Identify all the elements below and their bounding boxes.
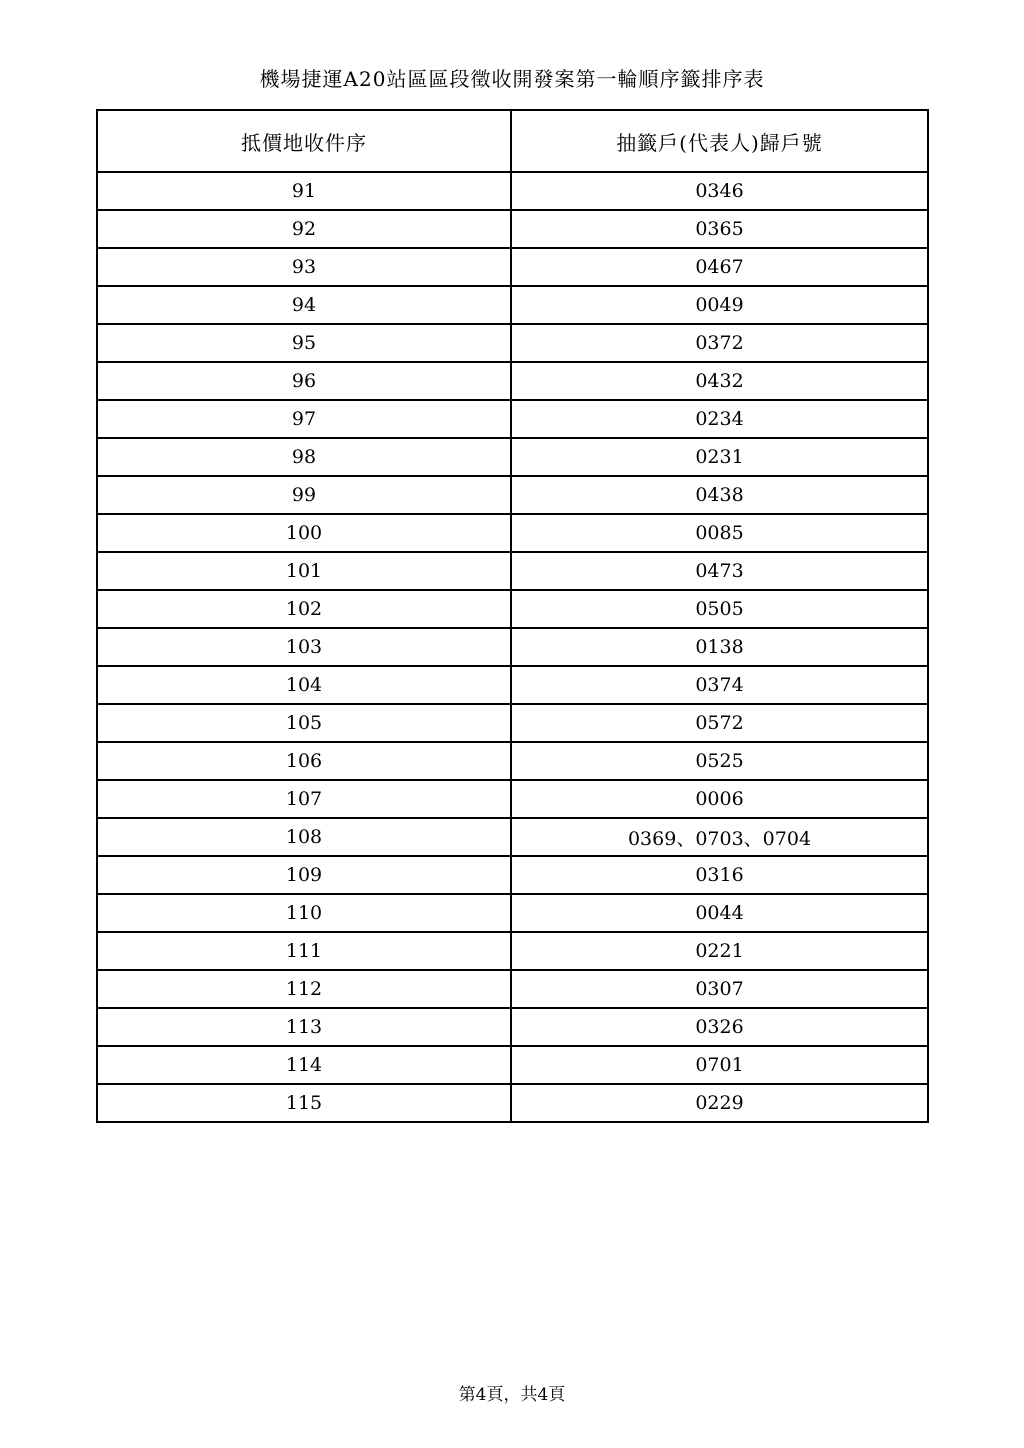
cell-seq: 98 — [97, 438, 511, 476]
cell-household: 0316 — [511, 856, 928, 894]
cell-seq: 103 — [97, 628, 511, 666]
table-row — [97, 514, 928, 552]
cell-seq: 102 — [97, 590, 511, 628]
cell-household: 0044 — [511, 894, 928, 932]
table-row — [97, 362, 928, 400]
table-row — [97, 780, 928, 818]
table-row — [97, 172, 928, 210]
cell-household: 0138 — [511, 628, 928, 666]
cell-household: 0467 — [511, 248, 928, 286]
table-row — [97, 1008, 928, 1046]
cell-seq: 94 — [97, 286, 511, 324]
cell-household: 0365 — [511, 210, 928, 248]
cell-seq: 107 — [97, 780, 511, 818]
document-title: 機場捷運A20站區區段徵收開發案第一輪順序籤排序表 — [259, 67, 765, 91]
table-row — [97, 286, 928, 324]
cell-household: 0505 — [511, 590, 928, 628]
cell-seq: 100 — [97, 514, 511, 552]
cell-seq: 96 — [97, 362, 511, 400]
cell-seq: 91 — [97, 172, 511, 210]
cell-household: 0234 — [511, 400, 928, 438]
table-header — [97, 110, 928, 172]
cell-household: 0525 — [511, 742, 928, 780]
cell-seq: 112 — [97, 970, 511, 1008]
cell-seq: 105 — [97, 704, 511, 742]
cell-seq: 114 — [97, 1046, 511, 1084]
table-row — [97, 818, 928, 856]
table-row — [97, 704, 928, 742]
table-row — [97, 856, 928, 894]
cell-household: 0221 — [511, 932, 928, 970]
table-row — [97, 476, 928, 514]
page-number: 第4頁，共4頁 — [458, 1385, 566, 1405]
table-row — [97, 894, 928, 932]
table-row — [97, 438, 928, 476]
header-household: 抽籤戶(代表人)歸戶號 — [511, 110, 928, 172]
cell-seq: 110 — [97, 894, 511, 932]
table-row — [97, 628, 928, 666]
cell-seq: 109 — [97, 856, 511, 894]
table-row — [97, 400, 928, 438]
cell-household: 0438 — [511, 476, 928, 514]
cell-seq: 99 — [97, 476, 511, 514]
cell-household: 0049 — [511, 286, 928, 324]
cell-seq: 111 — [97, 932, 511, 970]
table-row — [97, 742, 928, 780]
cell-household: 0229 — [511, 1084, 928, 1122]
table-row — [97, 210, 928, 248]
lottery-order-table — [96, 109, 929, 1123]
table-row — [97, 248, 928, 286]
cell-household: 0572 — [511, 704, 928, 742]
cell-seq: 106 — [97, 742, 511, 780]
cell-household: 0372 — [511, 324, 928, 362]
cell-seq: 108 — [97, 818, 511, 856]
cell-household: 0432 — [511, 362, 928, 400]
table-row — [97, 590, 928, 628]
table-row — [97, 932, 928, 970]
table-row — [97, 970, 928, 1008]
cell-seq: 92 — [97, 210, 511, 248]
cell-seq: 93 — [97, 248, 511, 286]
cell-seq: 95 — [97, 324, 511, 362]
cell-seq: 97 — [97, 400, 511, 438]
table-row — [97, 666, 928, 704]
table-row — [97, 552, 928, 590]
table-row — [97, 1084, 928, 1122]
table-row — [97, 324, 928, 362]
cell-seq: 115 — [97, 1084, 511, 1122]
header-seq: 抵價地收件序 — [97, 110, 511, 172]
cell-seq: 104 — [97, 666, 511, 704]
table-body — [97, 172, 928, 1122]
header-row — [97, 110, 928, 172]
cell-household: 0346 — [511, 172, 928, 210]
cell-household: 0085 — [511, 514, 928, 552]
cell-household: 0231 — [511, 438, 928, 476]
cell-household: 0374 — [511, 666, 928, 704]
cell-household: 0326 — [511, 1008, 928, 1046]
cell-household: 0307 — [511, 970, 928, 1008]
cell-household: 0473 — [511, 552, 928, 590]
table-row — [97, 1046, 928, 1084]
cell-household: 0006 — [511, 780, 928, 818]
cell-seq: 101 — [97, 552, 511, 590]
cell-household: 0701 — [511, 1046, 928, 1084]
cell-seq: 113 — [97, 1008, 511, 1046]
cell-household: 0369、0703、0704 — [511, 818, 928, 856]
